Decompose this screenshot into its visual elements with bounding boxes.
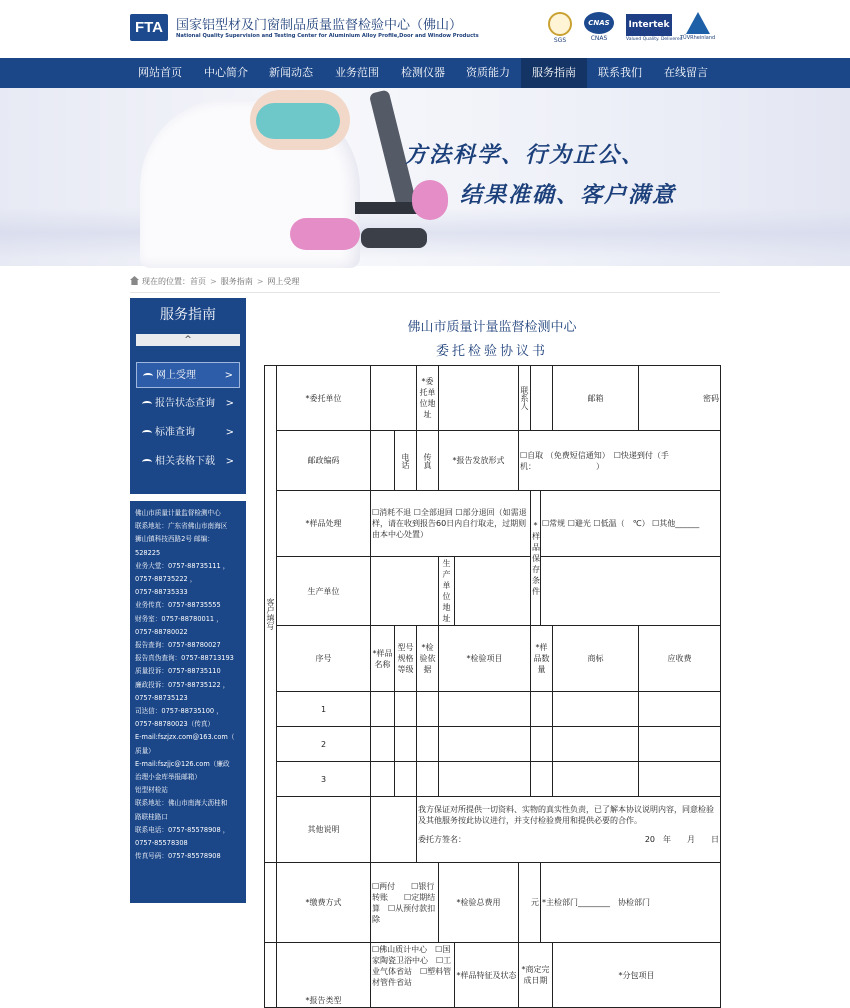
table-cell[interactable] [417,727,439,762]
report-type-options[interactable]: ☐佛山质计中心 ☐国家陶瓷卫浴中心 ☐工业气体省站 ☐塑料管材管件省站 [371,943,455,1008]
cnas-caption: CNAS [590,35,608,42]
date-field[interactable]: 20 年 月 日 [644,835,719,844]
sample-handling-options[interactable]: ☐消耗不退 ☐全部退回 ☐部分退回（如需退样，请在收到报告60日内自行取走，过期则由本中心处置） [371,491,531,557]
contact-person-label: 联系人 [519,366,531,431]
tuv-caption: TÜVRheinland [680,35,716,41]
breadcrumb-current: 网上受理 [267,277,300,286]
contact-line: 传真号码：0757-85578908 [135,852,221,861]
col-basis-header: *检验依据 [417,626,439,692]
table-cell[interactable] [639,727,721,762]
nav-message[interactable]: 在线留言 [664,66,708,79]
producer-address-label: 生产单位地址 [439,557,455,626]
contact-line: 业务大堂：0757-88735111 ， [135,561,230,570]
contact-line: 业务传真：0757-88735555 [135,601,221,610]
table-cell[interactable] [553,692,639,727]
form-title: 佛山市质量计量监督检测中心 [407,320,577,335]
other-notes-field[interactable] [371,797,417,863]
glove-left [290,218,360,250]
col-name-header: *样品名称 [371,626,395,692]
nav-about[interactable]: 中心简介 [204,66,248,79]
report-type-label: *报告类型 [277,943,371,1008]
contact-line: 治理小金库举报邮箱） [135,773,201,782]
sidebar-item-standard-query[interactable] [136,420,240,446]
bird-icon [142,428,152,436]
signature-label[interactable]: 委托方签名： [418,835,466,844]
breadcrumb-home[interactable]: 首页 [190,277,206,286]
sidebar-item-label: 相关表格下载 [155,456,215,467]
col-items-header: *检验项目 [439,626,531,692]
hero-banner [0,88,850,266]
report-delivery-options[interactable]: ☐自取 （免费短信通知） ☐快递到付（手机： ） [519,431,721,491]
glove-right [412,180,448,220]
sample-handling-label: *样品处理 [277,491,371,557]
chevron-right-icon: > [224,370,233,381]
intertek-logo-icon [626,14,683,42]
postal-code-field[interactable] [371,431,395,491]
table-cell[interactable] [531,762,553,797]
declaration-cell [417,797,721,863]
contact-person-field[interactable] [531,366,553,431]
phone-label: 电话 [395,431,417,491]
table-cell[interactable] [553,762,639,797]
chevron-right-icon: > [225,398,234,409]
client-unit-label: *委托单位 [277,366,371,431]
subcontract-label: *分包项目 [553,943,721,1008]
client-address-label: *委托单位地址 [417,366,439,431]
contact-info [130,501,246,903]
intertek-caption: Valued Quality. Delivered [626,37,683,42]
col-qty-header: *样品数量 [531,626,553,692]
sgs-caption: SGS [553,37,567,44]
col-fee-header: 应收费 [639,626,721,692]
table-cell[interactable] [639,762,721,797]
client-unit-field[interactable] [371,366,417,431]
contact-line: 佛山市质量计量监督检测中心 [135,509,221,517]
intertek-label: Intertek [626,14,672,36]
sidebar-item-form-download[interactable] [136,449,240,475]
breadcrumb [130,272,299,292]
col-no-header: 序号 [277,626,371,692]
table-cell[interactable] [553,727,639,762]
nav-business[interactable]: 业务范围 [335,66,379,79]
table-cell[interactable] [439,762,531,797]
nav-contact[interactable]: 联系我们 [598,66,642,79]
breadcrumb-sep: > [256,277,264,286]
org-name-en: National Quality Supervision and Testing Center for Aluminium Alloy Profile,Door and Window Products [176,33,479,39]
contact-line: 联系地址：广东省佛山市南海区 [135,522,228,531]
fta-logo[interactable]: FTA [130,14,168,41]
sgs-logo-icon [548,12,572,44]
contact-line: 0757-88780023（传真） [135,720,215,729]
divider [130,292,720,293]
breadcrumb-service-guide[interactable]: 服务指南 [220,277,253,286]
due-date-label: *商定完成日期 [519,943,553,1008]
chevron-up-icon[interactable]: ^ [136,334,240,346]
table-cell[interactable] [417,762,439,797]
nav-qualification[interactable]: 资质能力 [466,66,510,79]
contact-line: 0757-88735123 [135,693,188,702]
table-cell[interactable] [371,762,395,797]
other-notes-label: 其他说明 [277,797,371,863]
table-cell[interactable] [371,727,395,762]
blank-cell [265,863,277,943]
table-row [265,762,721,797]
contact-line: 报告真伪查询：0757-88713193 [135,654,234,663]
table-cell[interactable] [531,727,553,762]
sidebar-item-label: 报告状态查询 [155,398,215,409]
contact-line: 报告查询：0757-88780027 [135,641,221,650]
breadcrumb-prefix: 现在的位置： [142,277,190,286]
site-header [0,0,850,58]
nav-news[interactable]: 新闻动态 [269,66,313,79]
password-label: 密码 [639,366,721,431]
total-fee-label: *检验总费用 [439,863,519,943]
contact-line: 质量投诉：0757-88735110 [135,667,221,676]
contact-line: 财务室：0757-88780011 ， [135,614,223,623]
sidebar-item-online-acceptance[interactable] [136,362,240,388]
bird-icon [142,399,152,407]
sidebar-title: 服务指南 [160,307,216,323]
table-cell[interactable] [395,692,417,727]
microscope-icon [355,90,425,260]
org-name-cn: 国家铝型材及门窗制品质量监督检验中心（佛山） [176,18,463,33]
tuv-logo-icon [680,12,715,41]
nav-instruments[interactable]: 检测仪器 [401,66,445,79]
contact-line: E-mail:fszjjc@126.com（廉政 [135,759,230,768]
table-cell[interactable] [639,692,721,727]
payment-options[interactable]: ☐两付 ☐银行转账 ☐定期结算 ☐从预付款扣除 [371,863,439,943]
postal-code-label: 邮政编码 [277,431,371,491]
table-cell[interactable] [395,727,417,762]
contact-line: 0757-88735333 [135,588,188,597]
chevron-right-icon: > [225,456,234,467]
contact-line: 路联桂路口 [135,812,168,821]
sidebar [130,298,246,494]
nav-home[interactable]: 网站首页 [138,66,182,79]
contact-line: 0757-88780022 [135,627,188,636]
sample-state-label: *样品特征及状态 [455,943,519,1008]
table-cell[interactable] [371,692,395,727]
sidebar-item-label: 网上受理 [156,370,196,381]
cnas-logo-icon: CNAS CNAS [584,12,614,42]
sidebar-item-label: 标准查询 [155,427,195,438]
client-address-field[interactable] [439,366,519,431]
contact-line: 0757-85578308 [135,839,188,848]
sample-storage-label: *样品保存条件 [531,491,541,626]
sidebar-item-report-status[interactable] [136,391,240,417]
fax-label: 传真 [417,431,439,491]
producer-label: 生产单位 [277,557,371,626]
contact-line: 质量） [135,746,155,755]
blank-cell [541,557,721,626]
contact-line: 联系地址：佛山市南海大沥桂和 [135,799,228,808]
table-cell[interactable] [417,692,439,727]
sample-storage-options[interactable]: ☐常规 ☐避光 ☐低温（ ℃） ☐其他______ [541,491,721,557]
chevron-right-icon: > [225,427,234,438]
contact-line: E-mail:fszjzx.com@163.com（ [135,733,235,742]
customer-fill-label: 客户填写 [265,366,277,863]
row-number: 1 [277,692,371,727]
total-fee-unit[interactable]: 元 [519,863,541,943]
contact-line: 铝型材检站 [135,786,168,795]
contact-line: 廉政投诉：0757-88735122 ， [135,680,230,689]
producer-field[interactable] [371,557,439,626]
declaration-text: 我方保证对所提供一切资料、实物的真实性负责，已了解本协议说明内容，同意检验及其他服务按此协议进行，并支付检验费用和提供必要的合作。 [418,805,714,825]
blank-cell [265,943,277,1008]
table-row [265,692,721,727]
table-cell[interactable] [395,762,417,797]
contact-line: 528225 [135,548,161,557]
nav-service-guide[interactable]: 服务指南 [521,58,587,88]
bird-icon [142,457,152,465]
row-number: 2 [277,727,371,762]
table-cell[interactable] [439,692,531,727]
breadcrumb-sep: > [210,277,217,286]
email-label: 邮箱 [553,366,639,431]
form-subtitle: 委托检验协议书 [435,344,548,359]
contact-line: 0757-88735222 ， [135,575,197,584]
face-mask [256,103,340,139]
home-icon [130,276,139,285]
producer-address-field[interactable] [455,557,531,626]
table-row [265,727,721,762]
contact-line: 司达信：0757-88735100 ， [135,707,223,716]
bird-icon [143,371,153,379]
table-cell[interactable] [531,692,553,727]
main-nav [0,58,850,88]
table-cell[interactable] [439,727,531,762]
slogan-line-1: 方法科学、行为正公、 [405,142,646,168]
agreement-form-table [264,365,721,1008]
col-model-header: 型号规格等级 [395,626,417,692]
inspection-dept-field[interactable]: *主检部门________ 协检部门 [541,863,721,943]
slogan-line-2: 结果准确、客户满意 [460,182,677,208]
contact-line: 联系电话：0757-85578908 ， [135,825,230,834]
report-delivery-label: *报告发放形式 [439,431,519,491]
payment-label: *缴费方式 [277,863,371,943]
row-number: 3 [277,762,371,797]
col-brand-header: 商标 [553,626,639,692]
contact-line: 狮山镇科技西路2号 邮编： [135,535,214,544]
